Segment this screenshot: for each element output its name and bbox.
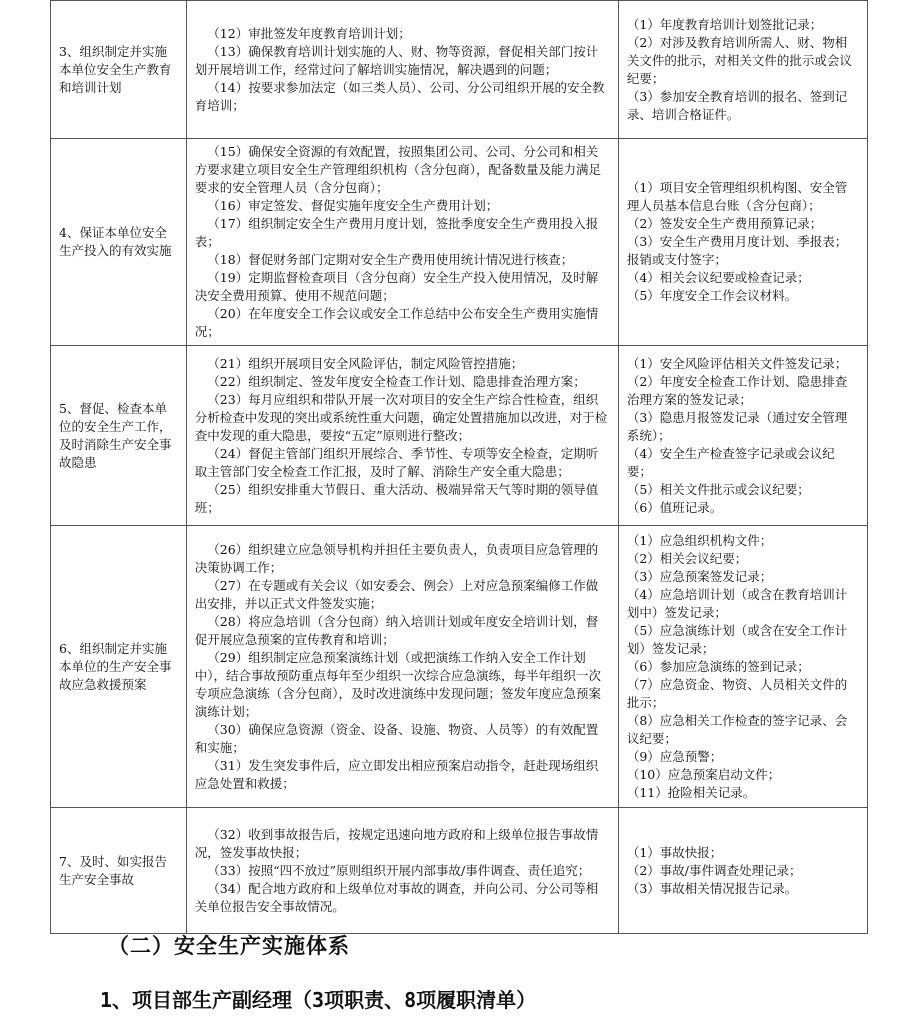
subsection-heading: 1、项目部生产副经理（3项职责、8项履职清单） bbox=[100, 988, 537, 1012]
list-item: （12）审批签发年度教育培训计划； bbox=[207, 25, 411, 41]
duty-list-cell bbox=[186, 526, 618, 808]
record-item: （11）抢险相关记录。 bbox=[626, 784, 756, 800]
table-row bbox=[51, 808, 868, 934]
table-row bbox=[51, 1, 868, 139]
list-item: （25）组织安排重大节假日、重大活动、极端异常天气等时期的领导值班； bbox=[194, 481, 599, 515]
list-item: （28）将应急培训（含分包商）纳入培训计划或年度安全培训计划，督促开展应急预案的宣传教育和培训； bbox=[194, 613, 599, 647]
list-item: （19）定期监督检查项目（含分包商）安全生产投入使用情况，及时解决安全费用预算、使用不规范问题； bbox=[194, 270, 599, 303]
record-item: （8）应急相关工作检查的签字记录、会议纪要； bbox=[626, 712, 848, 746]
list-item: （33）按照“四不放过”原则组织开展内部事故/事件调查、责任追究； bbox=[207, 862, 591, 878]
list-item: （22）组织制定、签发年度安全检查工作计划、隐患排查治理方案； bbox=[207, 373, 586, 389]
list-item: （21）组织开展项目安全风险评估，制定风险管控措施； bbox=[207, 355, 524, 371]
record-item: （9）应急预警； bbox=[626, 748, 723, 764]
record-item: （5）年度安全工作会议材料。 bbox=[626, 288, 798, 303]
list-item: （32）收到事故报告后，按规定迅速向地方政府和上级单位报告事故情况，签发事故快报； bbox=[194, 826, 599, 860]
record-item: （3）事故相关情况报告记录。 bbox=[626, 880, 798, 896]
record-item: （5）相关文件批示或会议纪要； bbox=[626, 481, 810, 497]
duty-list-cell bbox=[186, 1, 618, 139]
record-item: （3）安全生产费用月度计划、季报表；报销或支付签字； bbox=[626, 234, 848, 267]
list-item: （23）每月应组织和带队开展一次对项目的安全生产综合性检查，组织分析检查中发现的突出或系统性重大问题，确定处置措施加以改进，对于检查中发现的重大隐患，要按“五定”原则进行整改； bbox=[194, 391, 608, 443]
responsibility-cell: 4、保证本单位安全生产投入的有效实施 bbox=[51, 139, 187, 346]
list-item: （30）确保应急资源（资金、设备、设施、物资、人员等）的有效配置和实施； bbox=[194, 721, 599, 755]
responsibility-cell: 6、组织制定并实施本单位的生产安全事故应急救援预案 bbox=[51, 526, 187, 808]
record-item: （1）安全风险评估相关文件签发记录； bbox=[626, 355, 848, 371]
record-cell bbox=[618, 1, 867, 139]
record-item: （2）事故/事件调查处理记录； bbox=[626, 862, 802, 878]
record-item: （6）参加应急演练的签到记录； bbox=[626, 658, 810, 674]
table-row bbox=[51, 526, 868, 808]
responsibility-cell: 5、督促、检查本单位的安全生产工作，及时消除生产安全事故隐患 bbox=[51, 346, 187, 526]
duty-list-cell bbox=[186, 139, 618, 346]
record-item: （1）事故快报； bbox=[626, 844, 723, 860]
list-item: （16）审定签发、督促实施年度安全生产费用计划； bbox=[207, 198, 499, 213]
responsibility-cell: 7、及时、如实报告生产安全事故 bbox=[51, 808, 187, 934]
section-heading: （二）安全生产实施体系 bbox=[108, 934, 350, 958]
record-item: （10）应急预案启动文件； bbox=[626, 766, 781, 782]
list-item: （13）确保教育培训计划实施的人、财、物等资源，督促相关部门按计划开展培训工作，经常过问了解培训实施情况，解决遇到的问题； bbox=[194, 43, 599, 77]
record-item: （2）签发安全生产费用预算记录； bbox=[626, 216, 823, 231]
record-item: （2）对涉及教育培训所需人、财、物相关文件的批示，对相关文件的批示或会议纪要； bbox=[626, 34, 852, 86]
table-row bbox=[51, 139, 868, 346]
list-item: （15）确保安全资源的有效配置，按照集团公司、公司、分公司和相关方要求建立项目安全生产管理组织机构（含分包商），配备数量及能力满足要求的安全管理人员（含分包商）； bbox=[194, 144, 602, 195]
responsibility-cell: 3、组织制定并实施本单位安全生产教育和培训计划 bbox=[51, 1, 187, 139]
duty-table bbox=[50, 0, 868, 934]
list-item: （17）组织制定安全生产费用月度计划，签批季度安全生产费用投入报表； bbox=[194, 216, 599, 249]
list-item: （24）督促主管部门组织开展综合、季节性、专项等安全检查，定期听取主管部门安全检查工作汇报，及时了解、消除生产安全重大隐患； bbox=[194, 445, 599, 479]
record-item: （3）应急预案签发记录； bbox=[626, 568, 773, 584]
record-item: （5）应急演练计划（或含在安全工作计划）签发记录； bbox=[626, 622, 848, 656]
record-item: （3）隐患月报签发记录（通过安全管理系统）； bbox=[626, 409, 848, 443]
record-cell bbox=[618, 346, 867, 526]
record-item: （2）相关会议纪要； bbox=[626, 550, 748, 566]
list-item: （20）在年度安全工作会议或安全工作总结中公布安全生产费用实施情况； bbox=[194, 306, 599, 339]
record-item: （1）项目安全管理组织机构图、安全管理人员基本信息台账（含分包商）； bbox=[626, 180, 848, 213]
list-item: （27）在专题或有关会议（如安委会、例会）上对应急预案编修工作做出安排，并以正式文件签发实施； bbox=[194, 577, 599, 611]
record-item: （1）应急组织机构文件； bbox=[626, 532, 773, 548]
table-row bbox=[51, 346, 868, 526]
list-item: （29）组织制定应急预案演练计划（或把演练工作纳入安全工作计划中），结合事故预防重点每年至少组织一次综合应急演练，每半年组织一次专项应急演练（含分包商），及时改进演练中发现问题；签发年度应急预案演练计划； bbox=[194, 649, 602, 719]
list-item: （34）配合地方政府和上级单位对事故的调查，并向公司、分公司等相关单位报告安全事故情况。 bbox=[194, 880, 599, 914]
duty-list-cell bbox=[186, 346, 618, 526]
record-cell bbox=[618, 526, 867, 808]
record-cell bbox=[618, 139, 867, 346]
record-item: （2）年度安全检查工作计划、隐患排查治理方案的签发记录； bbox=[626, 373, 848, 407]
record-item: （1）年度教育培训计划签批记录； bbox=[626, 16, 823, 32]
list-item: （18）督促财务部门定期对安全生产费用使用统计情况进行核查； bbox=[207, 252, 574, 267]
list-item: （31）发生突发事件后，应立即发出相应预案启动指令，赶赴现场组织应急处置和救援； bbox=[194, 757, 599, 791]
duty-list-cell bbox=[186, 808, 618, 934]
record-item: （4）安全生产检查签字记录或会议纪要； bbox=[626, 445, 835, 479]
list-item: （14）按要求参加法定（如三类人员）、公司、分公司组织开展的安全教育培训； bbox=[194, 79, 605, 113]
list-item: （26）组织建立应急领导机构并担任主要负责人，负责项目应急管理的决策协调工作； bbox=[194, 541, 599, 575]
record-item: （7）应急资金、物资、人员相关文件的批示； bbox=[626, 676, 848, 710]
record-item: （4）相关会议纪要或检查记录； bbox=[626, 270, 810, 285]
record-item: （4）应急培训计划（或含在教育培训计划中）签发记录； bbox=[626, 586, 848, 620]
record-cell bbox=[618, 808, 867, 934]
record-item: （3）参加安全教育培训的报名、签到记录、培训合格证件。 bbox=[626, 88, 848, 122]
record-item: （6）值班记录。 bbox=[626, 499, 723, 515]
